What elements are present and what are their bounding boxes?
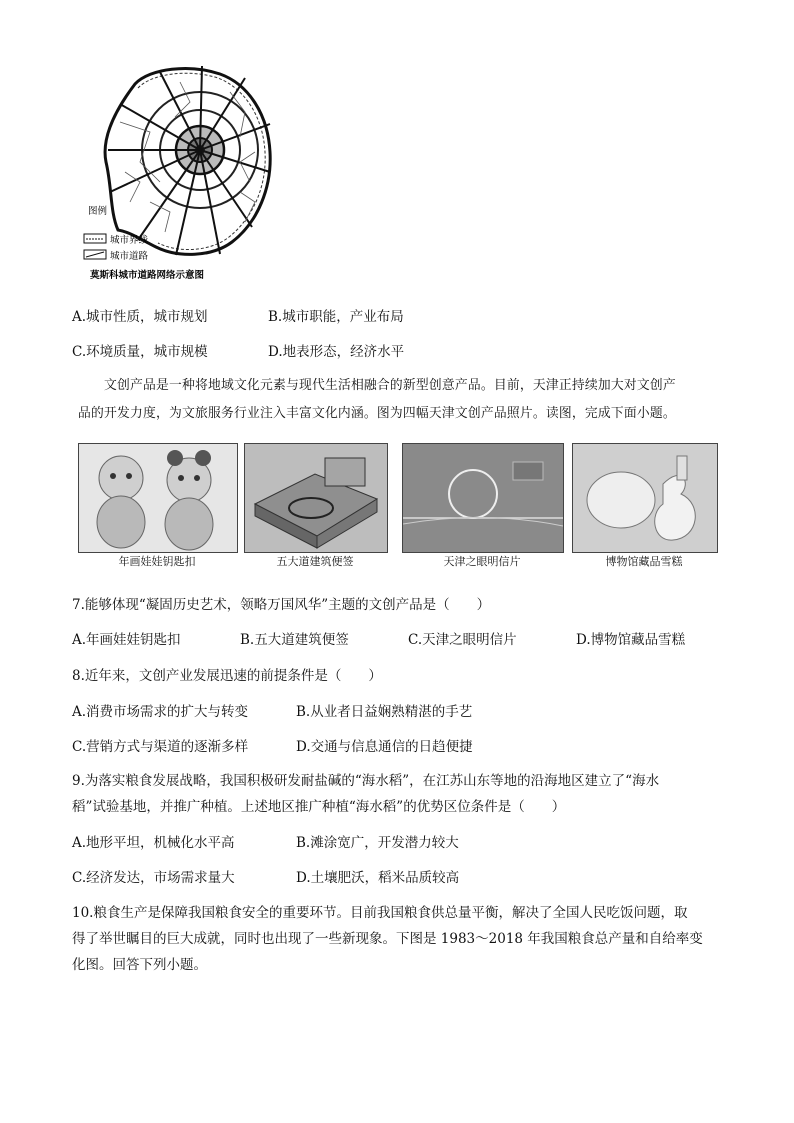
q8-option-c: C.营销方式与渠道的逐渐多样 xyxy=(72,739,249,755)
map-caption: 莫斯科城市道路网络示意图 xyxy=(90,270,205,281)
tianjin-eye-image xyxy=(403,444,563,552)
caption-tianjin-eye: 天津之眼明信片 xyxy=(443,555,521,568)
q6-option-a: A.城市性质，城市规划 xyxy=(72,309,208,325)
photo-doll-keychain xyxy=(78,443,238,553)
q9-option-d: D.土壤肥沃，稻米品质较高 xyxy=(296,870,460,886)
q10-stem-line-3: 化图。回答下列小题。 xyxy=(72,957,207,973)
caption-building-notes: 五大道建筑便签 xyxy=(276,555,354,568)
moscow-road-map xyxy=(80,62,280,284)
icecream-collection-image xyxy=(573,444,717,552)
q9-option-c: C.经济发达，市场需求量大 xyxy=(72,870,235,886)
q9-stem-line-1: 9.为落实粮食发展战略，我国积极研发耐盐碱的“海水稻”，在江苏山东等地的沿海地区建立了“海水 xyxy=(72,773,660,789)
photo-tianjin-eye-postcard xyxy=(402,443,564,553)
q6-option-d: D.地表形态，经济水平 xyxy=(268,344,405,360)
intro-paragraph xyxy=(78,372,724,428)
q8-option-d: D.交通与信息通信的日趋便捷 xyxy=(296,739,473,755)
q6-option-c: C.环境质量，城市规模 xyxy=(72,344,208,360)
intro-line-2: 品的开发力度，为文旅服务行业注入丰富文化内涵。图为四幅天津文创产品照片。读图，完成下面小题。 xyxy=(78,406,676,421)
intro-line-1: 文创产品是一种将地域文化元素与现代生活相融合的新型创意产品。目前，天津正持续加大对文创产 xyxy=(104,378,676,393)
q8-option-b: B.从业者日益娴熟精湛的手艺 xyxy=(296,704,473,720)
road-network-map-graphic xyxy=(80,62,280,284)
caption-doll-keychain: 年画娃娃钥匙扣 xyxy=(118,555,196,568)
building-notepad-image xyxy=(245,444,387,552)
photo-building-notes xyxy=(244,443,388,553)
q9-option-a: A.地形平坦，机械化水平高 xyxy=(72,835,235,851)
q7-option-c: C.天津之眼明信片 xyxy=(408,632,517,648)
q7-option-d: D.博物馆藏品雪糕 xyxy=(576,632,686,648)
legend-road-label: 城市道路 xyxy=(110,251,149,262)
caption-museum-icecream: 博物馆藏品雪糕 xyxy=(605,555,683,568)
legend-road-symbol xyxy=(84,250,106,259)
q10-stem-line-2: 得了举世瞩目的巨大成就，同时也出现了一些新现象。下图是 1983～2018 年我国粮食总产量和自给率变 xyxy=(72,931,703,947)
q9-option-b: B.滩涂宽广，开发潜力较大 xyxy=(296,835,459,851)
q7-option-a: A.年画娃娃钥匙扣 xyxy=(72,632,181,648)
q8-stem: 8.近年来，文创产业发展迅速的前提条件是（ ） xyxy=(72,668,382,684)
q6-option-b: B.城市职能，产业布局 xyxy=(268,309,404,325)
q10-stem-line-1: 10.粮食生产是保障我国粮食安全的重要环节。目前我国粮食供总量平衡，解决了全国人民吃饭问题，取 xyxy=(72,905,688,921)
q8-option-a: A.消费市场需求的扩大与转变 xyxy=(72,704,249,720)
photo-museum-icecream xyxy=(572,443,718,553)
q7-stem: 7.能够体现“凝固历史艺术，领略万国风华”主题的文创产品是（ ） xyxy=(72,597,491,613)
doll-figures-image xyxy=(79,444,237,552)
legend-boundary-label: 城市界线 xyxy=(110,235,149,246)
legend-title: 图例 xyxy=(88,206,108,217)
legend-boundary-symbol xyxy=(84,234,106,243)
q9-stem-line-2: 稻”试验基地，并推广种植。上述地区推广种植“海水稻”的优势区位条件是（ ） xyxy=(72,799,566,815)
q7-option-b: B.五大道建筑便签 xyxy=(240,632,349,648)
